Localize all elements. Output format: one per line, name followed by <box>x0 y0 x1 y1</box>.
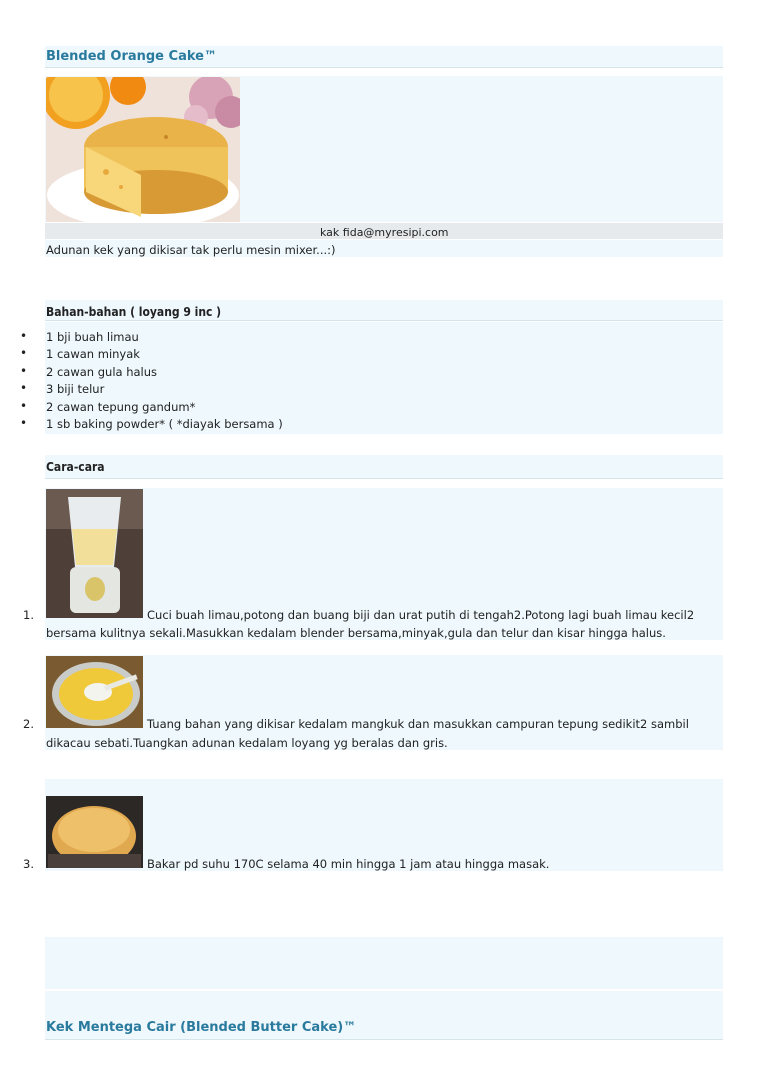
bullet-marker: • <box>20 329 28 343</box>
ingredient-item: 1 sb baking powder* ( *diayak bersama ) <box>46 417 283 431</box>
step-text-line: dikacau sebati.Tuangkan adunan kedalam loyang yg beralas dan gris. <box>46 736 448 750</box>
recipe-title: Blended Orange Cake™ <box>46 49 217 64</box>
bullet-marker: • <box>20 364 28 378</box>
ingredient-item: 1 bji buah limau <box>46 330 139 344</box>
bullet-marker: • <box>20 346 28 360</box>
step-text-line: Tuang bahan yang dikisar kedalam mangkuk dan masukkan campuran tepung sedikit2 sambil <box>147 717 689 731</box>
recipe2-title: Kek Mentega Cair (Blended Butter Cake)™ <box>46 1020 357 1035</box>
recipe-intro: Adunan kek yang dikisar tak perlu mesin mixer...:) <box>46 243 336 257</box>
ingredient-item: 3 biji telur <box>46 382 105 396</box>
step-number: 1. <box>23 608 34 622</box>
steps-heading: Cara-cara <box>46 460 105 474</box>
orange-cake-photo <box>46 77 240 222</box>
baked-cake-photo <box>46 796 143 868</box>
step-text-line: Cuci buah limau,potong dan buang biji dan urat putih di tengah2.Potong lagi buah limau kecil2 <box>147 608 695 622</box>
blender-photo <box>46 489 143 618</box>
bullet-marker: • <box>20 381 28 395</box>
ingredient-item: 2 cawan tepung gandum* <box>46 400 196 414</box>
bullet-marker: • <box>20 416 28 430</box>
ingredient-item: 1 cawan minyak <box>46 347 140 361</box>
step-number: 3. <box>23 857 34 871</box>
ingredient-item: 2 cawan gula halus <box>46 365 158 379</box>
step-text-line: Bakar pd suhu 170C selama 40 min hingga 1 jam atau hingga masak. <box>147 857 550 871</box>
step-number: 2. <box>23 717 34 731</box>
recipe2-top-band <box>45 937 723 989</box>
mixing-bowl-photo <box>46 656 143 728</box>
photo-credit: kak fida@myresipi.com <box>320 226 449 239</box>
steps-heading-band <box>45 455 723 479</box>
step-text-line: bersama kulitnya sekali.Masukkan kedalam blender bersama,minyak,gula dan telur dan kisar hingga halus. <box>46 626 666 640</box>
ingredients-heading: Bahan-bahan ( loyang 9 inc ) <box>46 305 222 319</box>
bullet-marker: • <box>20 399 28 413</box>
